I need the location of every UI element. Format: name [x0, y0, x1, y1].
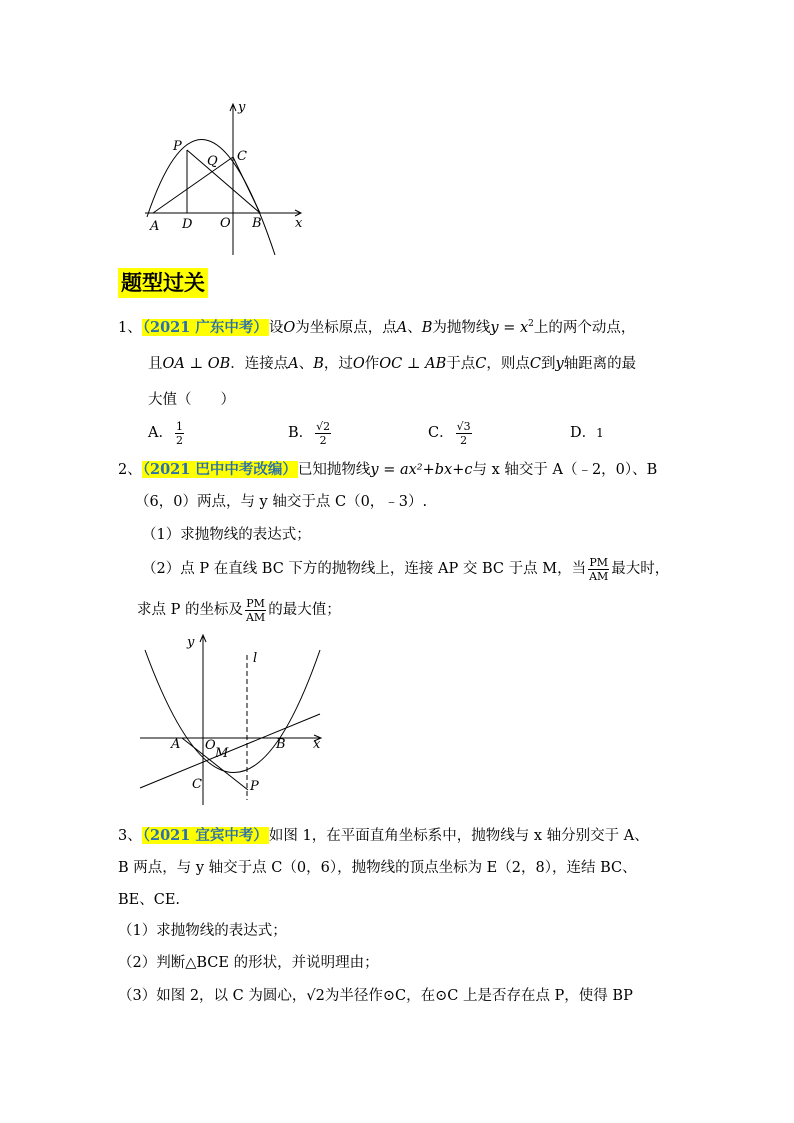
q3-source-tag: （2021 宜宾中考） [142, 827, 268, 844]
label-o: O [220, 216, 231, 231]
q2-equation: y = ax²+bx+c [370, 462, 473, 478]
q1-text: 于点 [446, 356, 476, 372]
label-p: P [250, 779, 259, 794]
q1-text: 设 [268, 319, 284, 336]
q1-var: A [396, 319, 408, 336]
option-b-label: B． [288, 425, 314, 441]
q1-line3: 大值（ ） [148, 392, 235, 408]
q1-text: 轴距离的最 [563, 356, 637, 372]
q2-text: 最大时， [611, 561, 670, 577]
label-y: y [238, 100, 246, 115]
q1-number: 1、 [118, 319, 142, 336]
frac-num: √2 [316, 419, 331, 433]
q1-var: C [529, 356, 541, 372]
figure-1 [135, 95, 315, 265]
q2-fraction [245, 597, 266, 624]
q3-text: （3）如图 2，以 C 为圆心， [118, 988, 307, 1004]
q1-option-b [288, 418, 333, 448]
q3-line2: B 两点，与 y 轴交于点 C（0，6），抛物线的顶点坐标为 E（2，8），连结 BC、 [118, 860, 637, 876]
q2-sub1: （1）求抛物线的表达式； [142, 527, 311, 543]
q1-option-d [570, 418, 604, 448]
frac-den: 2 [175, 433, 183, 447]
parabola [145, 650, 320, 773]
q1-exponent: 2 [528, 319, 534, 329]
q1-text: 作 [364, 356, 380, 372]
q3-sub2: （2）判断△BCE 的形状，并说明理由； [118, 955, 379, 971]
q2-number: 2、 [118, 462, 142, 478]
label-q: Q [207, 154, 218, 169]
q1-line1 [118, 314, 635, 338]
q1-equation: y = x [490, 319, 529, 336]
option-b-fraction [315, 420, 331, 447]
frac-num: PM [589, 555, 609, 569]
q2-fraction [588, 556, 609, 583]
label-m: M [215, 746, 229, 761]
q1-text: ，则点 [486, 356, 530, 372]
label-o: O [205, 738, 216, 753]
label-l: l [253, 651, 258, 666]
q1-text: 为抛物线 [432, 319, 491, 336]
label-a: A [150, 219, 160, 234]
q1-line2 [148, 354, 636, 374]
label-c: C [237, 149, 247, 164]
label-x: x [295, 216, 303, 231]
option-a-label: A． [148, 425, 173, 441]
option-c-fraction [456, 420, 472, 447]
q1-text: 上的两个动点， [533, 319, 636, 336]
q3-line1 [118, 826, 649, 846]
frac-num: √3 [456, 419, 471, 433]
q2-text: （2）点 P 在直线 BC 下方的抛物线上，连接 AP 交 BC 于点 M，当 [142, 561, 587, 577]
q1-text: 、 [407, 319, 422, 336]
label-a: A [171, 737, 181, 752]
frac-den: AM [589, 569, 609, 583]
q3-text: 如图 1，在平面直角坐标系中，抛物线与 x 轴分别交于 A、 [268, 828, 649, 844]
label-b: B [276, 737, 286, 752]
frac-den: 2 [319, 433, 327, 447]
option-d-label: D． [570, 425, 597, 441]
label-c: C [192, 777, 202, 792]
frac-den: AM [245, 610, 266, 624]
q1-var: y [555, 356, 564, 372]
label-p: P [173, 139, 182, 154]
q1-text: 且 [148, 356, 163, 372]
option-c-label: C． [428, 425, 454, 441]
q2-source-tag: （2021 巴中中考改编） [142, 461, 297, 478]
q3-sqrt: √2 [306, 988, 325, 1004]
q1-source-tag: （2021 广东中考） [142, 318, 268, 336]
frac-num: PM [246, 596, 265, 610]
segment-ap [153, 157, 233, 213]
frac-num: 1 [175, 419, 183, 433]
segment-cb [233, 157, 260, 213]
section-title: 题型过关 [118, 268, 208, 298]
q1-var: B [313, 356, 324, 372]
q2-text: 已知抛物线 [297, 462, 371, 478]
label-b: B [252, 216, 262, 231]
q2-sub2 [142, 553, 669, 585]
q2-line2: （6，0）两点，与 y 轴交于点 C（0，﹣3）. [135, 494, 428, 510]
q1-math: OC ⊥ AB [379, 356, 447, 372]
q3-text: 为半径作⊙C，在⊙C 上是否存在点 P，使得 BP [324, 988, 633, 1004]
q1-var: B [421, 319, 433, 336]
q1-text: 为坐标原点，点 [295, 319, 397, 336]
q3-number: 3、 [118, 828, 142, 844]
frac-den: 2 [460, 433, 468, 447]
line-bc [140, 714, 320, 788]
q1-var: O [283, 319, 296, 336]
q3-sub1: （1）求抛物线的表达式； [118, 923, 287, 939]
q1-var: C [475, 356, 487, 372]
q1-option-c [428, 418, 474, 448]
option-a-fraction [175, 420, 184, 447]
q2-text: 求点 P 的坐标及 [137, 602, 243, 618]
q3-sub3 [118, 986, 633, 1006]
q1-text: ．连接点 [230, 356, 289, 372]
q2-text: 与 x 轴交于 A（﹣2，0）、B [472, 462, 658, 478]
label-x: x [313, 737, 321, 752]
q2-sub2-cont [137, 594, 341, 626]
label-y: y [187, 635, 195, 650]
option-d-value: 1 [596, 426, 604, 440]
q2-text: 的最大值； [268, 602, 341, 618]
q1-var: O [352, 356, 365, 372]
q1-math: OA ⊥ OB [162, 356, 231, 372]
q2-line1 [118, 460, 657, 480]
q1-var: A [288, 356, 299, 372]
q1-text: 到 [540, 356, 556, 372]
q3-line3: BE、CE. [118, 892, 181, 908]
figure-2 [135, 630, 335, 810]
q1-text: 、 [298, 356, 314, 372]
q1-text: ，过 [323, 356, 353, 372]
q1-option-a [148, 418, 186, 448]
label-d: D [182, 217, 193, 232]
